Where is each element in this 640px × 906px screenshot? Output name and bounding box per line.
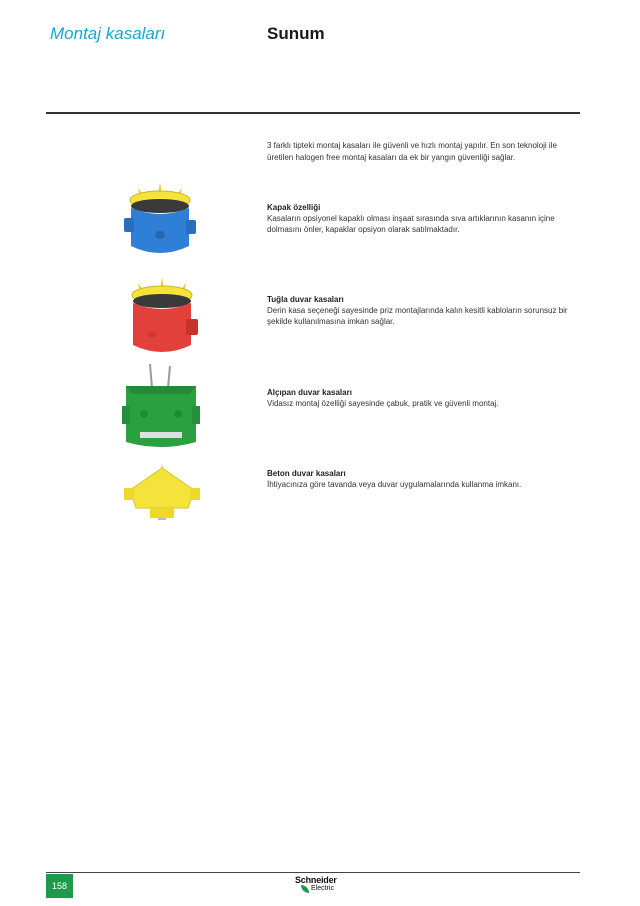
feature-drywall-heading: Alçıpan duvar kasaları	[267, 388, 352, 397]
feature-drywall	[267, 387, 585, 409]
feature-brick-wall-heading: Tuğla duvar kasaları	[267, 295, 344, 304]
feature-brick-wall-text: Derin kasa seçeneği sayesinde priz montajlarında kalın kesitli kabloların sorunsuz bir şekilde kullanılmasına imkan sağlar.	[267, 306, 568, 326]
feature-lid-text: Kasaların opsiyonel kapaklı olması inşaat sırasında sıva artıklarının kasanın içine dolmasını önler, kapaklar opsiyon olarak satılmaktadır.	[267, 214, 555, 234]
logo-brand: Schneider	[295, 875, 337, 885]
footer-divider	[46, 872, 580, 873]
logo-sub-wrap	[295, 885, 355, 893]
schneider-electric-logo	[295, 875, 355, 897]
blue-mounting-box-image	[120, 180, 200, 260]
yellow-concrete-box-image	[122, 460, 202, 524]
red-mounting-box-image	[122, 275, 202, 357]
header-divider	[46, 112, 580, 114]
feature-lid-heading: Kapak özelliği	[267, 203, 321, 212]
green-drywall-box-image	[120, 362, 202, 450]
feature-lid	[267, 202, 585, 235]
logo-sub: Electric	[311, 885, 334, 892]
intro-paragraph: 3 farklı tipteki montaj kasaları ile güvenli ve hızlı montaj yapılır. En son teknoloji ile üretilen halogen free montaj kasaları da ek bir yangın güvenliği sağlar.	[267, 141, 557, 162]
page-title: Sunum	[267, 24, 325, 43]
feature-brick-wall	[267, 294, 585, 327]
page-number: 158	[46, 874, 73, 898]
section-title: Montaj kasaları	[50, 24, 166, 43]
feature-concrete	[267, 468, 585, 490]
feature-drywall-text: Vidasız montaj özelliği sayesinde çabuk, pratik ve güvenli montaj.	[267, 399, 499, 408]
feature-concrete-text: İhtiyacınıza göre tavanda veya duvar uygulamalarında kullanma imkanı.	[267, 480, 522, 489]
feature-concrete-heading: Beton duvar kasaları	[267, 469, 346, 478]
leaf-icon	[301, 885, 309, 893]
